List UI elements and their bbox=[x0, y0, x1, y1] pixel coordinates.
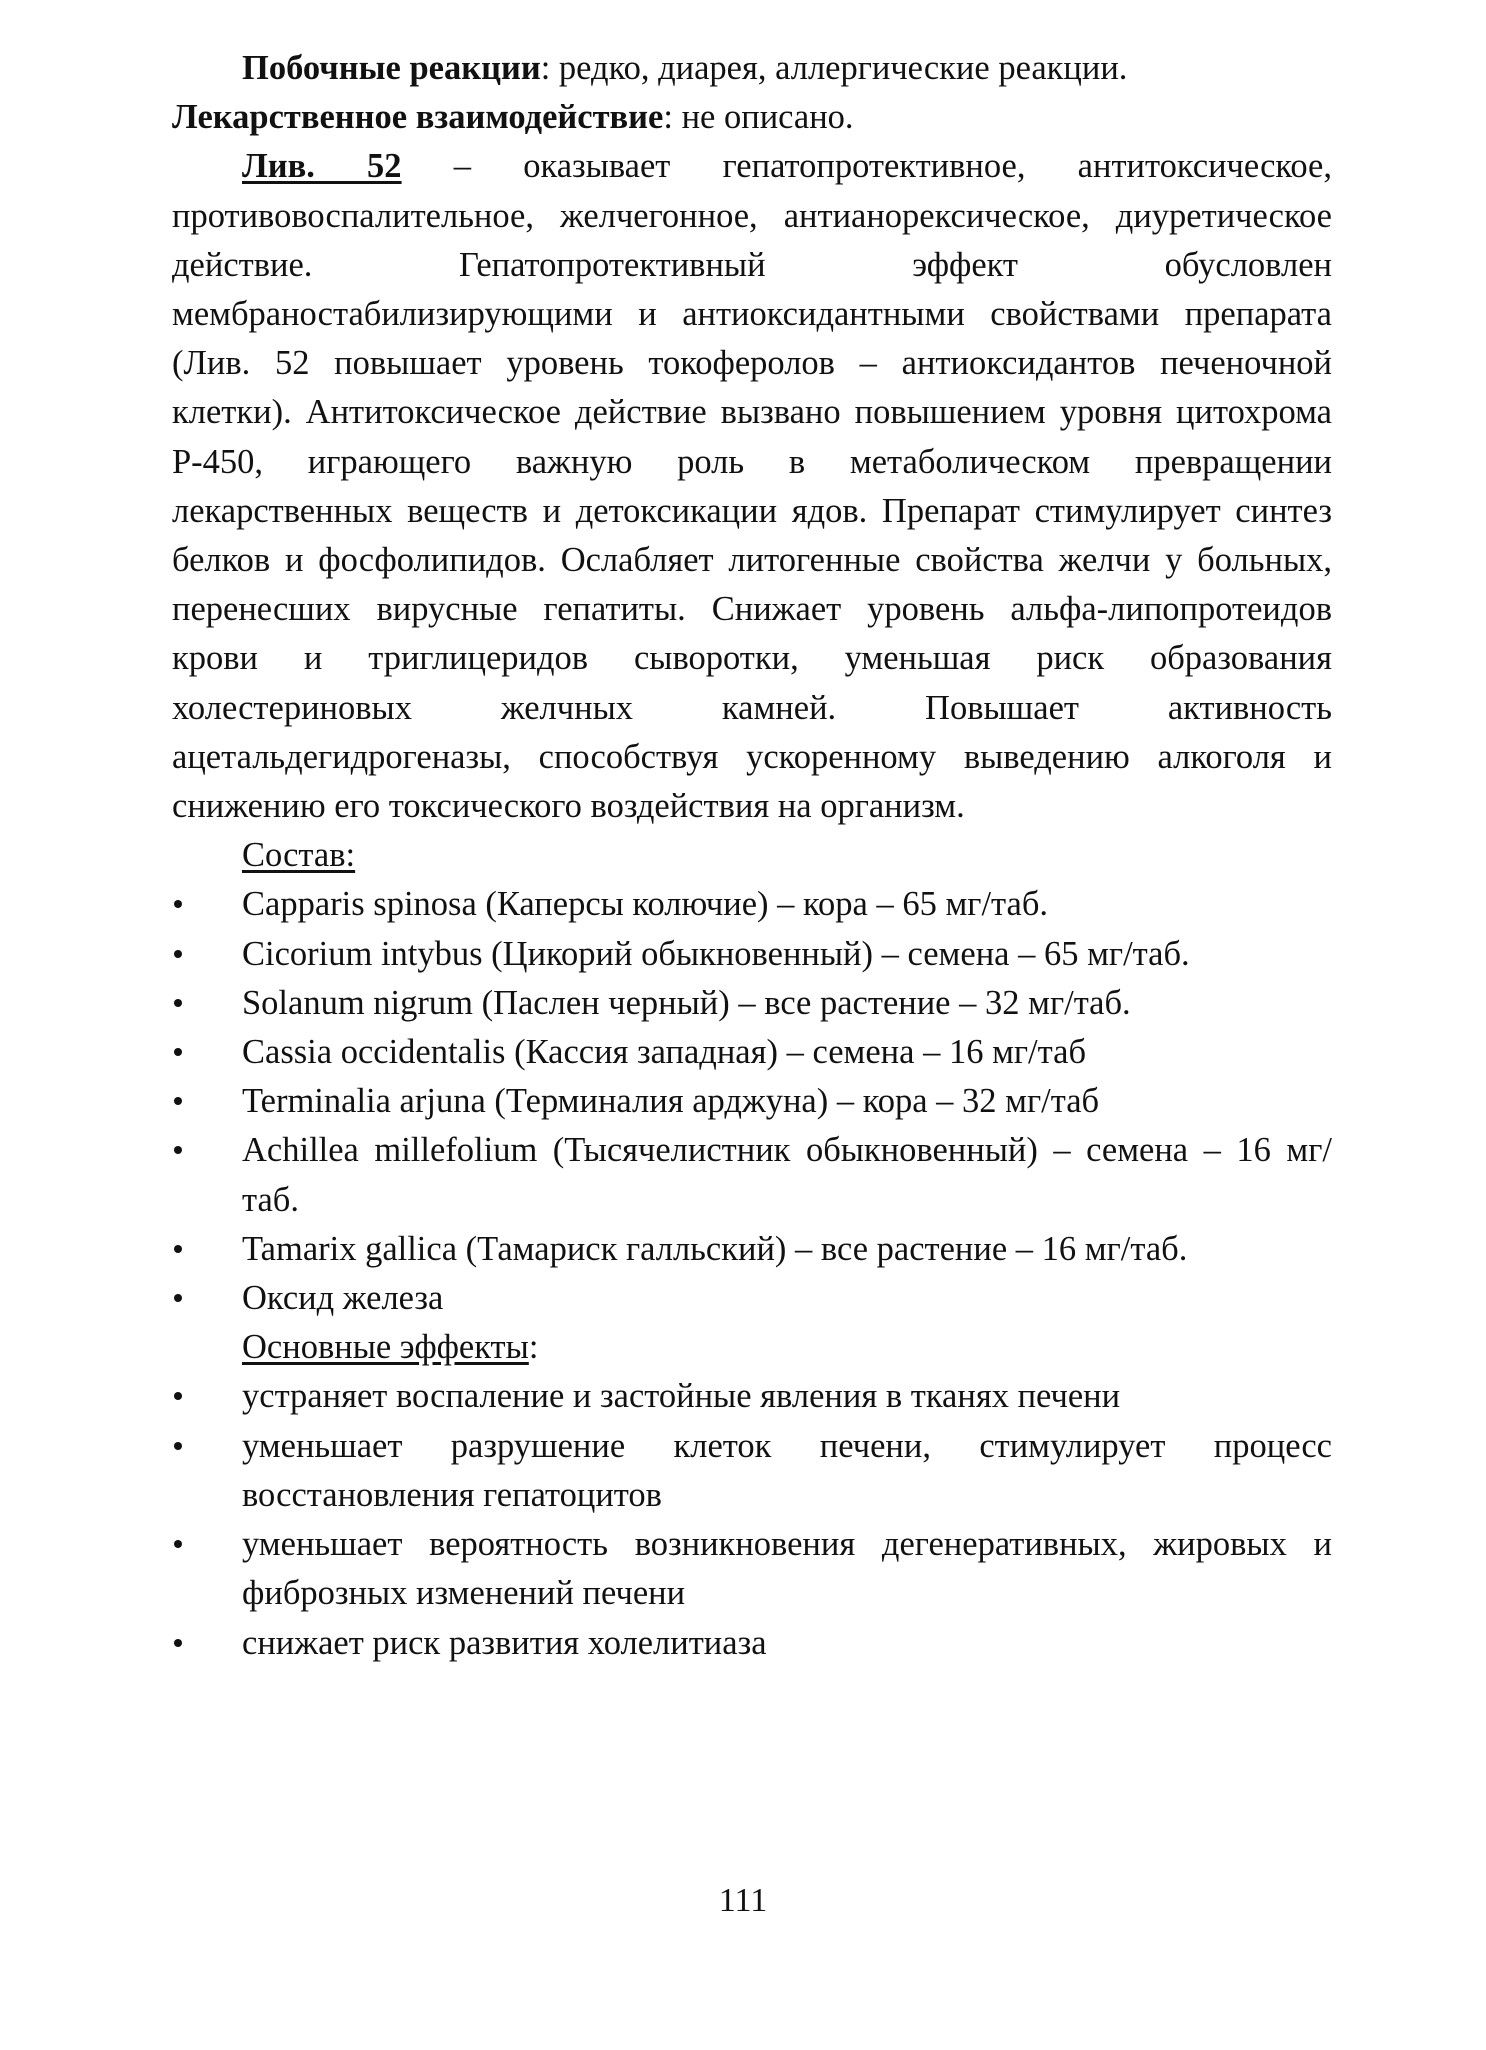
effect-item-text: устраняет воспаление и застойные явления в тканях печени bbox=[242, 1377, 1121, 1416]
side-effects-label: Побочные реакции bbox=[242, 49, 541, 87]
liv52-text: – оказывает гепатопротективное, антитоксическое, противовоспалительное, желчегонное, антианорексическое, диуретическое действие. Гепатопротективный эффект обусловлен мембраностабилизирующими и антиоксидантными свойствами препарата (Лив. 52 повышает уровень токоферолов – антиоксидантов печеночной клетки). Антитоксическое действие вызвано повышением уровня цитохрома Р-450, играющего важную роль в метаболическом превращении лекарственных веществ и детоксикации ядов. Препарат стимулирует синтез белков и фосфолипидов. Ослабляет литогенные свойства желчи у больных, перенесших вирусные гепатиты. Снижает уровень альфа-липопротеидов крови и триглицеридов сыворотки, уменьшая риск образования холестериновых желчных камней. Повышает активность ацетальдегидрогеназы, способствуя ускоренному выведению алкоголя и снижению его токсического воздействия на организм. bbox=[172, 147, 1332, 826]
interaction-text: : не описано. bbox=[663, 98, 854, 137]
composition-heading-text: Состав: bbox=[242, 836, 356, 875]
effect-item bbox=[172, 1422, 1332, 1520]
composition-item bbox=[172, 1225, 1332, 1274]
composition-item-text: Solanum nigrum (Паслен черный) – все растение – 32 мг/таб. bbox=[242, 983, 1131, 1022]
composition-item bbox=[172, 930, 1332, 979]
interaction-paragraph bbox=[172, 93, 1332, 142]
bullet-icon bbox=[174, 1540, 182, 1548]
page-number: 111 bbox=[718, 1882, 768, 1919]
composition-heading bbox=[172, 831, 1332, 880]
effect-item bbox=[172, 1372, 1332, 1421]
composition-item bbox=[172, 1028, 1332, 1077]
effect-item-text: уменьшает вероятность возникновения дегенеративных, жировых и фиброзных изменений печени bbox=[242, 1525, 1332, 1613]
bullet-icon bbox=[174, 1245, 182, 1253]
effects-heading bbox=[172, 1323, 1332, 1372]
page-content bbox=[172, 44, 1332, 1668]
composition-item bbox=[172, 1274, 1332, 1323]
bullet-icon bbox=[174, 1442, 182, 1450]
composition-item-text: Cicorium intybus (Цикорий обыкновенный) – семена – 65 мг/таб. bbox=[242, 934, 1190, 973]
effects-heading-text: Основные эффекты bbox=[242, 1328, 529, 1367]
composition-item-text: Capparis spinosa (Каперсы колючие) – кора – 65 мг/таб. bbox=[242, 885, 1049, 924]
bullet-icon bbox=[174, 1048, 182, 1056]
bullet-icon bbox=[174, 1097, 182, 1105]
composition-item bbox=[172, 1126, 1332, 1224]
bullet-icon bbox=[174, 1146, 182, 1154]
bullet-icon bbox=[174, 1392, 182, 1400]
liv52-title: Лив. 52 bbox=[242, 147, 402, 186]
bullet-icon bbox=[174, 1639, 182, 1647]
bullet-icon bbox=[174, 999, 182, 1007]
bullet-icon bbox=[174, 900, 182, 908]
side-effects-text: : редко, диарея, аллергические реакции. bbox=[540, 49, 1128, 87]
composition-list bbox=[172, 880, 1332, 1323]
effect-item bbox=[172, 1619, 1332, 1668]
interaction-label: Лекарственное взаимодействие bbox=[172, 98, 664, 137]
effect-item-text: уменьшает разрушение клеток печени, стимулирует процесс восстановления гепатоцитов bbox=[242, 1426, 1332, 1514]
composition-item bbox=[172, 880, 1332, 929]
effect-item-text: снижает риск развития холелитиаза bbox=[242, 1623, 767, 1662]
composition-item-text: Cassia occidentalis (Кассия западная) – семена – 16 мг/таб bbox=[242, 1033, 1087, 1072]
composition-item-text: Achillea millefolium (Тысячелистник обыкновенный) – семена – 16 мг/таб. bbox=[242, 1131, 1332, 1219]
liv52-paragraph bbox=[172, 142, 1332, 831]
composition-item bbox=[172, 1077, 1332, 1126]
composition-item-text: Оксид железа bbox=[242, 1279, 444, 1318]
bullet-icon bbox=[174, 1294, 182, 1302]
bullet-icon bbox=[174, 950, 182, 958]
composition-item-text: Terminalia arjuna (Терминалия арджуна) – кора – 32 мг/таб bbox=[242, 1082, 1100, 1121]
composition-item bbox=[172, 979, 1332, 1028]
effects-list bbox=[172, 1372, 1332, 1667]
effect-item bbox=[172, 1520, 1332, 1618]
side-effects-paragraph bbox=[172, 44, 1332, 93]
effects-heading-suffix: : bbox=[528, 1328, 539, 1367]
composition-item-text: Tamarix gallica (Тамариск галльский) – все растение – 16 мг/таб. bbox=[242, 1229, 1188, 1268]
